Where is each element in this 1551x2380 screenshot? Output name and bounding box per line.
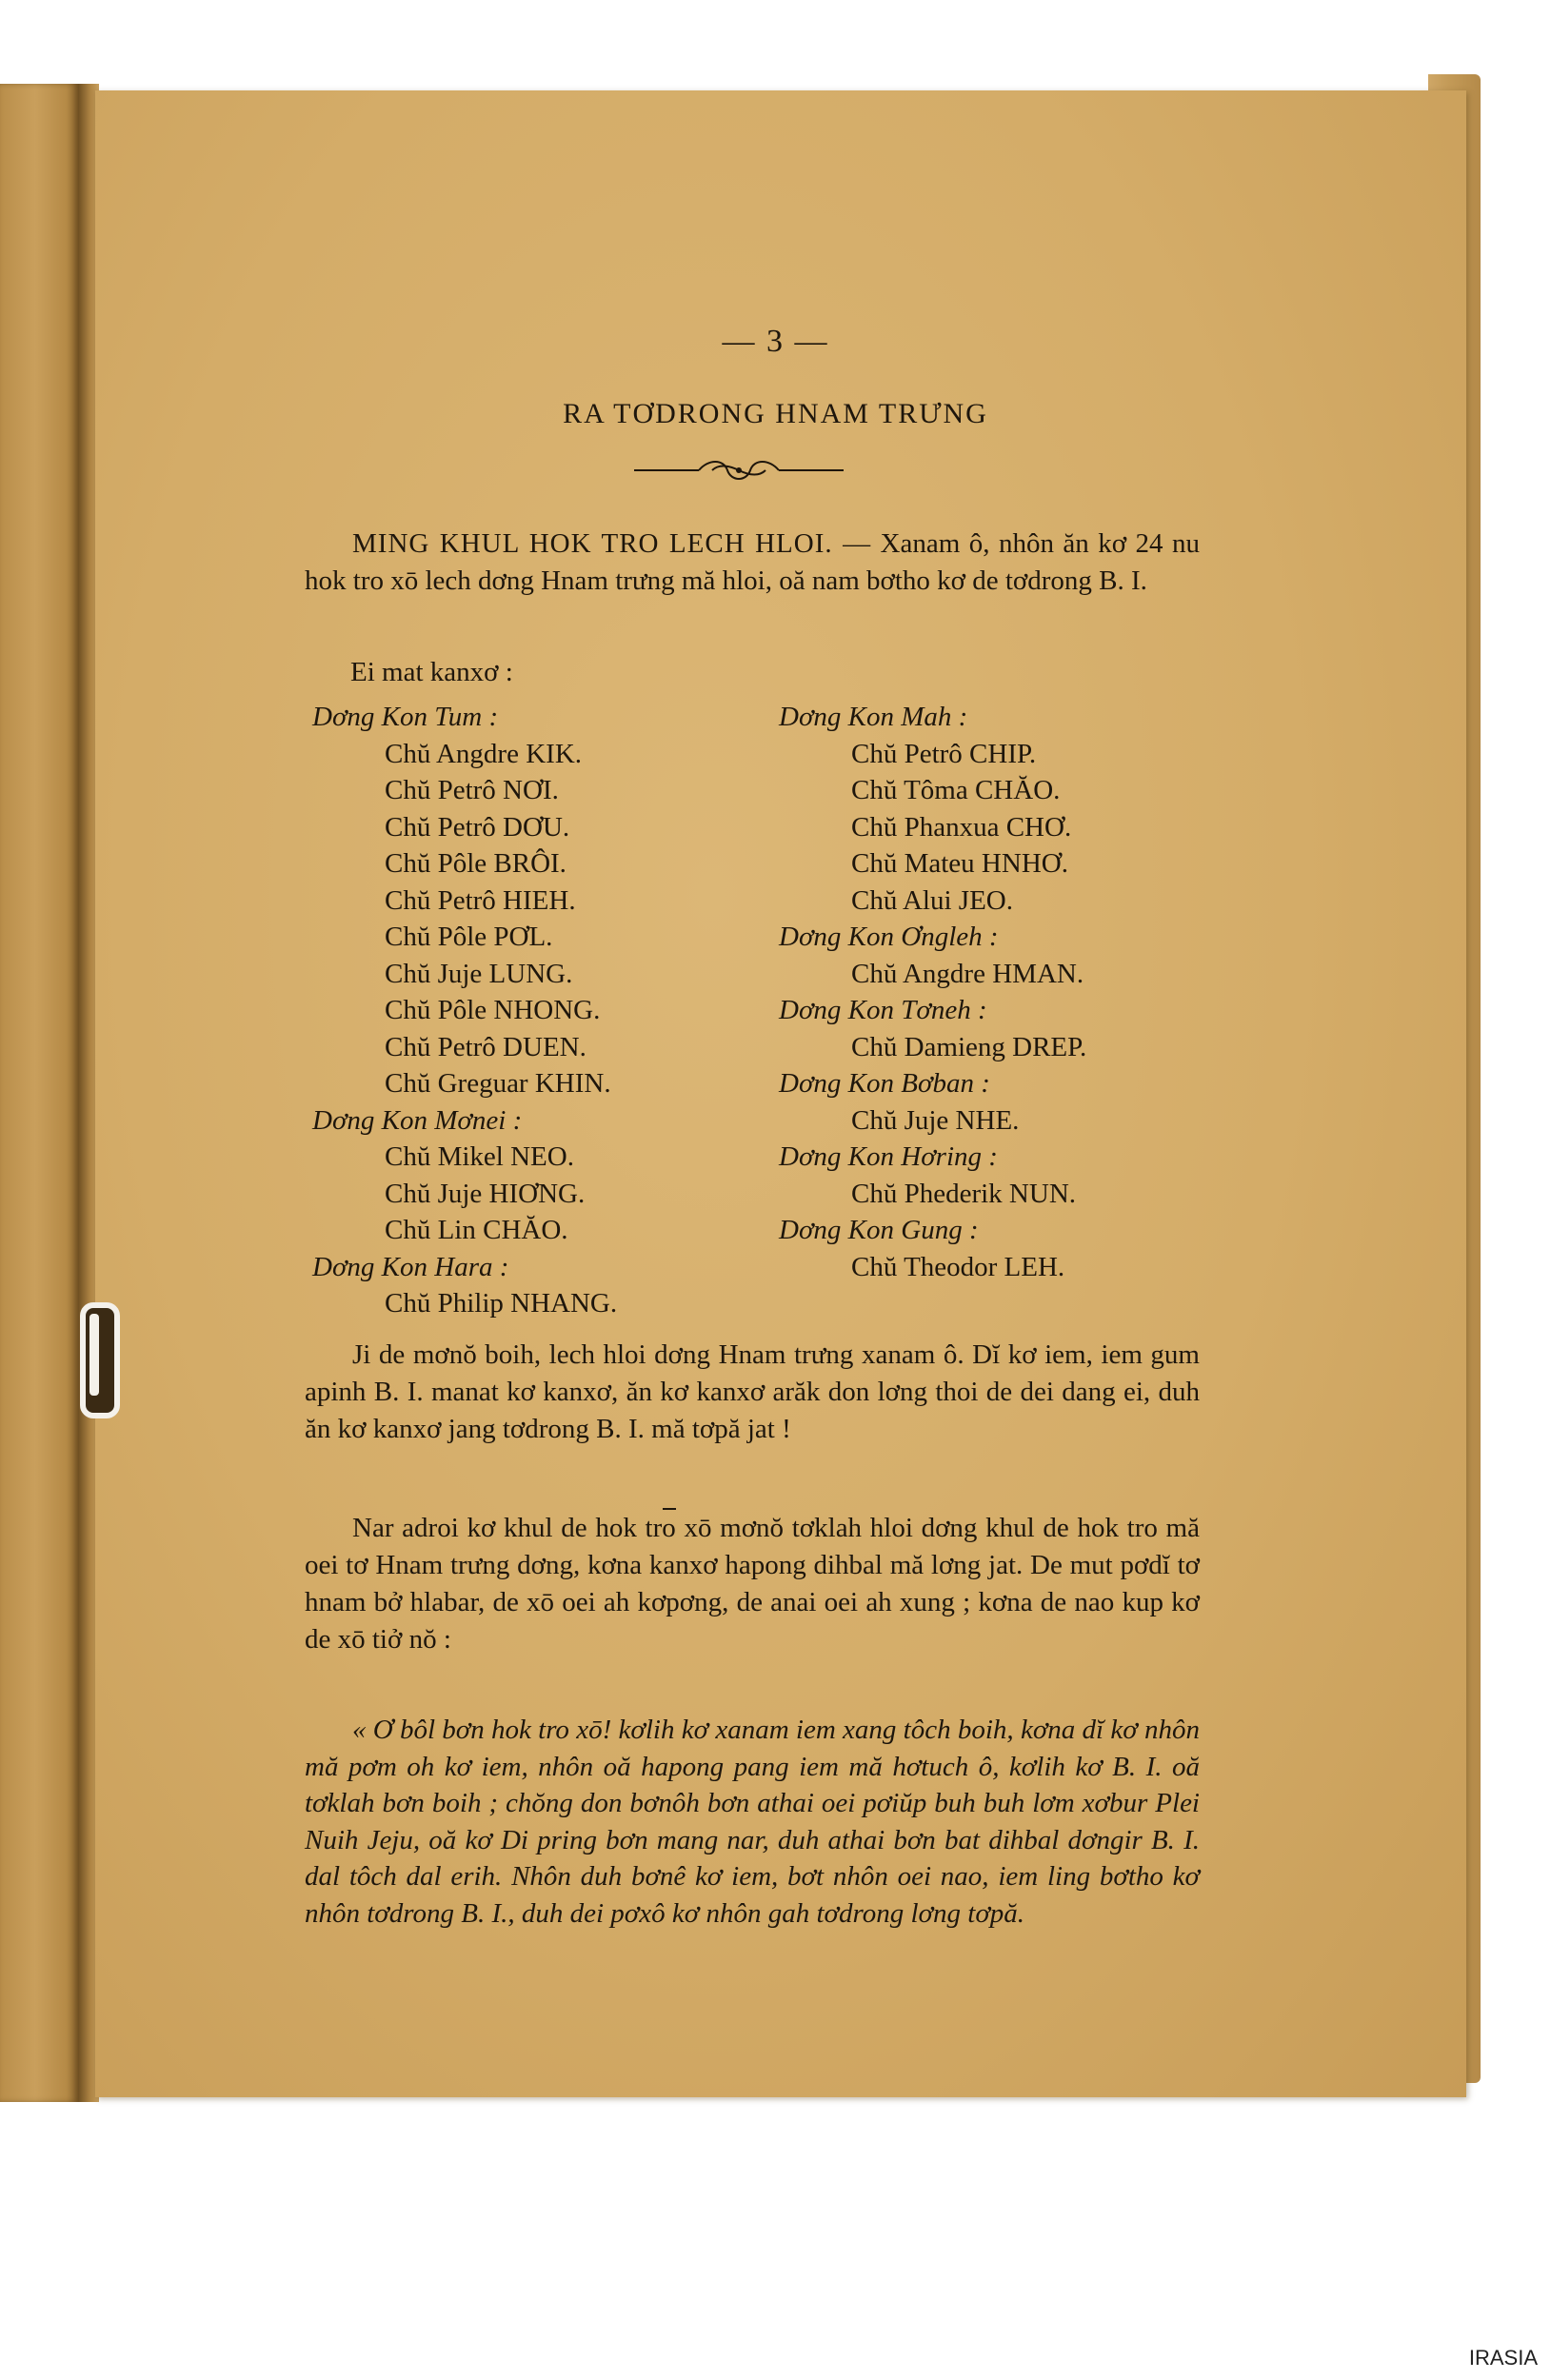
member-name: Chŭ Greguar KHIN.	[385, 1068, 611, 1099]
group-heading: Dơng Kon Bơban :	[779, 1068, 990, 1099]
group-heading: Dơng Kon Ơngleh :	[779, 922, 999, 952]
group-heading: Dơng Kon Tum :	[312, 702, 499, 732]
paragraph-3	[305, 1510, 1200, 1658]
flourish-ornament	[632, 457, 845, 484]
member-name: Chŭ Juje HIƠNG.	[385, 1178, 586, 1209]
members-right-column	[775, 699, 1194, 1285]
member-name: Chŭ Petrô CHIP.	[851, 738, 1037, 769]
watermark: IRASIA	[1468, 2346, 1538, 2370]
member-name: Chŭ Damieng DREP.	[851, 1031, 1087, 1062]
member-name: Chŭ Theodor LEH.	[851, 1251, 1065, 1282]
paragraph-2-text: Ji de mơnŏ boih, lech hloi dơng Hnam trưng xanam ô. Dĭ kơ iem, iem gum apinh B. I. manat kơ kanxơ, ăn kơ kanxơ arăk don lơng thoi de dei dang ei, duh ăn kơ kanxơ jang tơdrong B. I. mă tơpă jat !	[305, 1339, 1200, 1444]
member-name: Chŭ Petrô NƠI.	[385, 775, 559, 805]
member-name: Chŭ Mikel NEO.	[385, 1141, 574, 1172]
group-heading: Dơng Kon Hơring :	[779, 1141, 998, 1172]
binding-thread	[80, 1302, 120, 1418]
member-name: Chŭ Angdre HMAN.	[851, 958, 1084, 989]
quote-paragraph	[305, 1712, 1200, 1932]
intro-lead: MING KHUL HOK TRO LECH HLOI. —	[352, 528, 872, 559]
group-heading: Dơng Kon Mơnei :	[312, 1104, 523, 1136]
intro-paragraph	[305, 526, 1200, 600]
group-heading: Dơng Kon Tơneh :	[779, 995, 987, 1025]
chapter-title: RA TƠDRONG HNAM TRƯNG	[563, 398, 988, 429]
members-left-column	[308, 699, 727, 1322]
quote-text: « Ơ bôl bơn hok tro xō! kơlih kơ xanam iem xang tôch boih, kơna dĭ kơ nhôn mă pơm oh kơ iem, nhôn oă hapong pang iem mă hơtuch ô, kơlih kơ B. I. oă tơklah bơn boih ; chŏng don bơnôh bơn athai oei pơiŭp buh buh lơm xơbur Plei Nuih Jeju, oă kơ Di pring bơn mang nar, duh athai bơn bat dihbal dơngir B. I. dal tôch dal erih. Nhôn duh bơnê kơ iem, bơt nhôn oei nao, iem ling bơtho kơ nhôn tơdrong B. I., duh dei pơxô kơ nhôn gah tơdrong lơng tơpă.	[305, 1715, 1200, 1929]
list-heading: Ei mat kanxơ :	[350, 657, 513, 687]
member-name: Chŭ Juje NHE.	[851, 1104, 1020, 1136]
member-name: Chŭ Petrô DUEN.	[385, 1031, 587, 1062]
binding-thread-inner	[89, 1314, 99, 1396]
member-name: Chŭ Juje LUNG.	[385, 958, 573, 989]
member-name: Chŭ Phanxua CHƠ.	[851, 811, 1072, 843]
member-name: Chŭ Pôle NHONG.	[385, 995, 601, 1025]
member-name: Chŭ Pôle BRÔI.	[385, 848, 567, 879]
member-name: Chŭ Mateu HNHƠ.	[851, 848, 1068, 879]
member-name: Chŭ Pôle PƠL.	[385, 922, 553, 952]
member-name: Chŭ Petrô DƠU.	[385, 811, 570, 843]
left-page-edge	[0, 84, 78, 2102]
page-number: — 3 —	[722, 324, 829, 359]
member-name: Chŭ Lin CHĂO.	[385, 1215, 568, 1245]
group-heading: Dơng Kon Mah :	[779, 702, 968, 732]
member-name: Chŭ Phederik NUN.	[851, 1178, 1077, 1209]
member-name: Chŭ Alui JEO.	[851, 884, 1013, 916]
member-name: Chŭ Petrô HIEH.	[385, 884, 576, 916]
member-name: Chŭ Angdre KIK.	[385, 738, 583, 769]
member-name: Chŭ Philip NHANG.	[385, 1288, 618, 1319]
paragraph-3-text: Nar adroi kơ khul de hok tro xō mơnŏ tơklah hloi dơng khul de hok tro mă oei tơ Hnam trưng dơng, kơna kanxơ hapong dihbal mă lơng jat. De mut pơdĭ tơ hnam bở hlabar, de xō oei ah kơpơng, de anai oei ah xung ; kơna de nao kup kơ de xō tiở nŏ :	[305, 1513, 1200, 1655]
group-heading: Dơng Kon Gung :	[779, 1215, 979, 1245]
intro-text: Xanam ô, nhôn ăn kơ 24 nu hok tro xō lech dơng Hnam trưng mă hloi, oă nam bơtho kơ de tơdrong B. I.	[305, 528, 1200, 596]
member-name: Chŭ Tôma CHĂO.	[851, 775, 1061, 805]
paragraph-2	[305, 1337, 1200, 1448]
group-heading: Dơng Kon Hara :	[312, 1251, 509, 1282]
